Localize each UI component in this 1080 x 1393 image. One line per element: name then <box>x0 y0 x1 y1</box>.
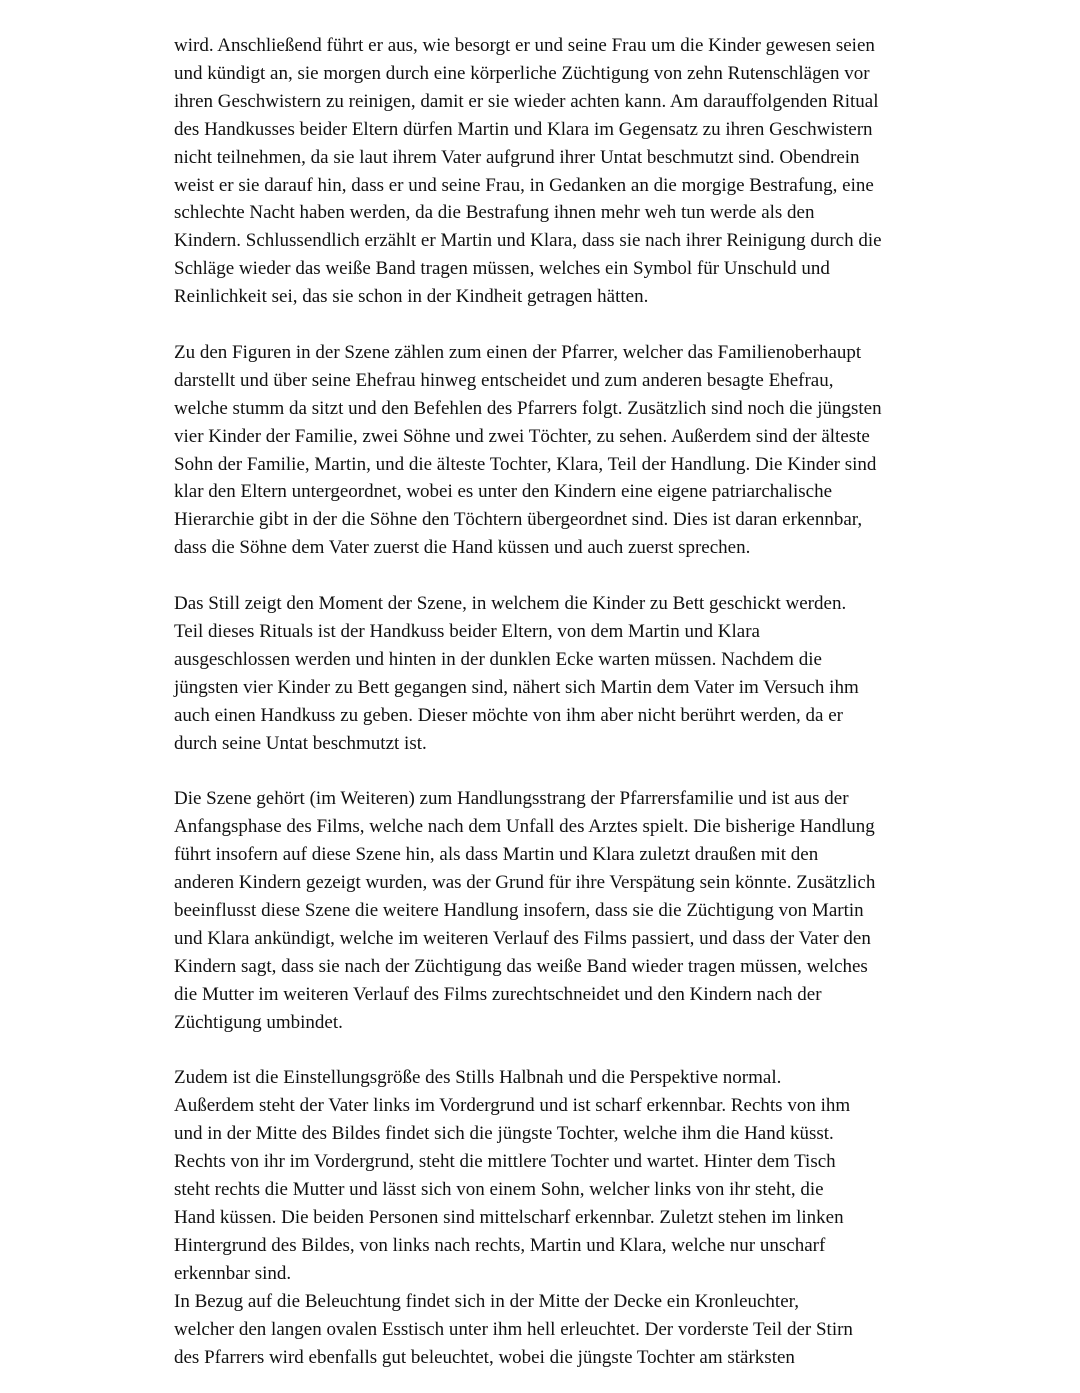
paragraph-5 <box>174 1064 974 1287</box>
text-line: dass die Söhne dem Vater zuerst die Hand küssen und auch zuerst sprechen. <box>174 537 751 559</box>
text-line: Kindern. Schlussendlich erzählt er Martin und Klara, dass sie nach ihrer Reinigung durch die <box>174 230 882 252</box>
text-line: Hintergrund des Bildes, von links nach rechts, Martin und Klara, welche nur unscharf <box>174 1234 826 1256</box>
text-line: Hierarchie gibt in der die Söhne den Töchtern übergeordnet sind. Dies ist daran erkennbar, <box>174 509 863 531</box>
text-line: weist er sie darauf hin, dass er und seine Frau, in Gedanken an die morgige Bestrafung, eine <box>174 174 874 196</box>
text-line: ihren Geschwistern zu reinigen, damit er sie wieder achten kann. Am darauffolgenden Ritual <box>174 90 879 112</box>
paragraph-3 <box>174 590 974 757</box>
text-line: Reinlichkeit sei, das sie schon in der Kindheit getragen hätten. <box>174 286 649 308</box>
text-line: darstellt und über seine Ehefrau hinweg entscheidet und zum anderen besagte Ehefrau, <box>174 369 834 391</box>
text-line: des Pfarrers wird ebenfalls gut beleuchtet, wobei die jüngste Tochter am stärksten <box>174 1346 795 1368</box>
text-line: und in der Mitte des Bildes findet sich die jüngste Tochter, welche ihm die Hand küsst. <box>174 1123 834 1145</box>
text-line: Schläge wieder das weiße Band tragen müssen, welches ein Symbol für Unschuld und <box>174 258 830 280</box>
document-page <box>174 32 974 1371</box>
text-line: schlechte Nacht haben werden, da die Bestrafung ihnen mehr weh tun werde als den <box>174 202 815 224</box>
text-line: Züchtigung umbindet. <box>174 1011 343 1033</box>
text-line: anderen Kindern gezeigt wurden, was der Grund für ihre Verspätung sein könnte. Zusätzlich <box>174 872 876 894</box>
paragraph-1 <box>174 32 974 311</box>
text-line: durch seine Untat beschmutzt ist. <box>174 732 427 754</box>
text-line: Teil dieses Rituals ist der Handkuss beider Eltern, von dem Martin und Klara <box>174 621 760 642</box>
text-line: Das Still zeigt den Moment der Szene, in welchem die Kinder zu Bett geschickt werden. <box>174 593 847 615</box>
text-line: Kindern sagt, dass sie nach der Züchtigung das weiße Band wieder tragen müssen, welches <box>174 955 868 977</box>
text-line: nicht teilnehmen, da sie laut ihrem Vater aufgrund ihrer Untat beschmutzt sind. Obendrein <box>174 146 860 168</box>
text-line: Sohn der Familie, Martin, und die älteste Tochter, Klara, Teil der Handlung. Die Kinder sind <box>174 453 877 475</box>
text-line: Die Szene gehört (im Weiteren) zum Handlungsstrang der Pfarrersfamilie und ist aus der <box>174 788 849 810</box>
text-line: auch einen Handkuss zu geben. Dieser möchte von ihm aber nicht berührt werden, da er <box>174 704 843 726</box>
text-line: und kündigt an, sie morgen durch eine körperliche Züchtigung von zehn Rutenschlägen vor <box>174 62 870 84</box>
text-line: führt insofern auf diese Szene hin, als dass Martin und Klara zuletzt draußen mit den <box>174 844 819 866</box>
text-line: jüngsten vier Kinder zu Bett gegangen sind, nähert sich Martin dem Vater im Versuch ihm <box>174 676 859 698</box>
text-line: In Bezug auf die Beleuchtung findet sich in der Mitte der Decke ein Kronleuchter, <box>174 1290 799 1312</box>
text-line: vier Kinder der Familie, zwei Söhne und zwei Töchter, zu sehen. Außerdem sind der älteste <box>174 425 870 447</box>
text-line: und Klara ankündigt, welche im weiteren Verlauf des Films passiert, und dass der Vater den <box>174 927 871 949</box>
text-line: ausgeschlossen werden und hinten in der dunklen Ecke warten müssen. Nachdem die <box>174 648 822 670</box>
text-line: erkennbar sind. <box>174 1262 292 1284</box>
text-line: Rechts von ihr im Vordergrund, steht die mittlere Tochter und wartet. Hinter dem Tisch <box>174 1151 836 1173</box>
paragraph-4 <box>174 785 974 1036</box>
paragraph-2 <box>174 339 974 562</box>
text-line: die Mutter im weiteren Verlauf des Films zurechtschneidet und den Kindern nach der <box>174 983 822 1005</box>
text-line: welcher den langen ovalen Esstisch unter ihm hell erleuchtet. Der vorderste Teil der Stirn <box>174 1318 853 1340</box>
text-line: Außerdem steht der Vater links im Vordergrund und ist scharf erkennbar. Rechts von ihm <box>174 1095 851 1117</box>
text-line: klar den Eltern untergeordnet, wobei es unter den Kindern eine eigene patriarchalische <box>174 481 833 503</box>
text-line: beeinflusst diese Szene die weitere Handlung insofern, dass sie die Züchtigung von Martin <box>174 900 864 922</box>
text-line: steht rechts die Mutter und lässt sich von einem Sohn, welcher links von ihr steht, die <box>174 1179 824 1201</box>
text-line: des Handkusses beider Eltern dürfen Martin und Klara im Gegensatz zu ihren Geschwistern <box>174 118 873 140</box>
text-line: wird. Anschließend führt er aus, wie besorgt er und seine Frau um die Kinder gewesen seien <box>174 35 875 56</box>
text-line: welche stumm da sitzt und den Befehlen des Pfarrers folgt. Zusätzlich sind noch die jüngsten <box>174 397 882 419</box>
paragraph-6 <box>174 1288 974 1372</box>
text-line: Hand küssen. Die beiden Personen sind mittelscharf erkennbar. Zuletzt stehen im linken <box>174 1207 844 1228</box>
text-line: Zu den Figuren in der Szene zählen zum einen der Pfarrer, welcher das Familienoberhaupt <box>174 341 862 363</box>
text-line: Anfangsphase des Films, welche nach dem Unfall des Arztes spielt. Die bisherige Handlung <box>174 816 875 838</box>
text-line: Zudem ist die Einstellungsgröße des Stills Halbnah und die Perspektive normal. <box>174 1067 782 1089</box>
